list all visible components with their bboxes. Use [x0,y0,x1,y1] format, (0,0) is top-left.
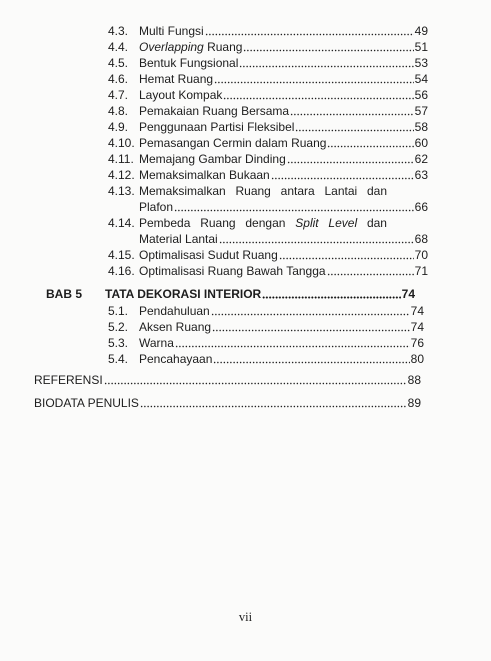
entry-title-line-1 [139,215,387,231]
entry-page-number: 88 [407,373,421,387]
dot-leader [214,71,414,87]
toc-entry-5-3 [108,335,424,351]
entry-number: 4.3. [108,24,129,38]
entry-title-line-2: Material Lantai [139,232,218,246]
entry-title: Optimalisasi Ruang Bawah Tangga [139,264,326,278]
dot-leader [279,247,414,263]
entry-number: 4.15. [108,248,135,262]
entry-page-number: 70 [414,248,428,262]
entry-number: 5.3. [108,336,129,350]
chapter-title: TATA DEKORASI INTERIOR [105,287,262,301]
entry-title: Warna [139,336,174,350]
entry-title [139,39,242,55]
entry-title: Aksen Ruang [139,320,212,334]
entry-number: 5.1. [108,304,129,318]
toc-entry-4-3 [108,23,428,39]
toc-entry-4-12 [108,167,428,183]
entry-page-number: 74 [410,320,424,334]
entry-title: Pencahayaan [139,352,213,366]
entry-title: Memajang Gambar Dinding [139,152,286,166]
entry-number: 5.4. [108,352,129,366]
dot-leader [239,55,413,71]
toc-entry-5-2 [108,319,424,335]
toc-entry-4-4 [108,39,428,55]
dot-leader [211,303,410,319]
entry-number: 4.5. [108,56,129,70]
toc-entry-4-15 [108,247,428,263]
page-folio: vii [238,610,253,624]
entry-page-number: 57 [414,104,428,118]
entry-page-number: 60 [414,136,428,150]
toc-entry-4-5 [108,55,428,71]
toc-entry-4-8 [108,103,428,119]
entry-title: Multi Fungsi [139,24,204,38]
entry-title: Hemat Ruang [139,72,214,86]
entry-number: 4.4. [108,40,129,54]
entry-number: 4.14. [108,216,135,230]
dot-leader [212,319,410,335]
entry-title: Pemakaian Ruang Bersama [139,104,290,118]
entry-page-number: 49 [414,24,428,38]
toc-entry-4-11 [108,151,428,167]
entry-number: 4.8. [108,104,129,118]
toc-entry-4-7 [108,87,428,103]
entry-page-number: 66 [414,200,428,214]
dot-leader [327,263,414,279]
toc-entry-4-10 [108,135,428,151]
entry-page-number: 71 [414,264,428,278]
entry-title: Memaksimalkan Bukaan [139,168,270,182]
entry-title: BIODATA PENULIS [34,396,139,410]
title-italic-term: Overlapping [139,40,204,54]
entry-page-number: 62 [414,152,428,166]
entry-page-number: 80 [410,352,424,366]
entry-title: Pendahuluan [139,304,210,318]
toc-entry-4-14 [108,215,428,247]
dot-leader [287,151,414,167]
toc-entry-5-4 [108,351,424,367]
entry-page-number: 68 [414,232,428,246]
toc-entry-4-16 [108,263,428,279]
dot-leader [174,199,414,215]
entry-page-number: 63 [414,168,428,182]
entry-page-number: 76 [410,336,424,350]
toc-entry-4-13 [108,183,428,215]
title-italic-term: Split Level [295,216,358,230]
dot-leader [243,39,413,55]
chapter-label: BAB 5 [46,287,83,301]
entry-page-number: 51 [414,40,428,54]
toc-entry-4-6 [108,71,428,87]
entry-number: 4.12. [108,168,135,182]
entry-number: 4.6. [108,72,129,86]
dot-leader [223,87,413,103]
dot-leader [140,395,407,411]
dot-leader [290,103,414,119]
toc-entry-4-9 [108,119,428,135]
entry-page-number: 74 [410,304,424,318]
entry-number: 4.9. [108,120,129,134]
dot-leader [175,335,410,351]
entry-page-number: 89 [407,396,421,410]
dot-leader [271,167,414,183]
dot-leader [205,23,414,39]
title-text: dan [366,216,387,230]
entry-title-line-1: Memaksimalkan Ruang antara Lantai dan [139,184,387,198]
title-text: Ruang [207,40,243,54]
entry-number: 4.11. [108,152,134,166]
entry-page-number: 56 [414,88,428,102]
title-text: Pembeda Ruang dengan [139,216,286,230]
entry-title: Penggunaan Partisi Fleksibel [139,120,295,134]
dot-leader [262,286,400,302]
chapter-heading-bab-5 [46,286,415,302]
entry-number: 5.2. [108,320,129,334]
entry-title: Pemasangan Cermin dalam Ruang [139,136,327,150]
entry-title: Bentuk Fungsional [139,56,239,70]
toc-entry-5-1 [108,303,424,319]
dot-leader [295,119,413,135]
entry-title: REFERENSI [34,373,103,387]
entry-page-number: 58 [414,120,428,134]
entry-number: 4.7. [108,88,129,102]
entry-number: 4.13. [108,184,135,198]
entry-title-line-2: Plafon [139,200,174,214]
entry-number: 4.10. [108,136,135,150]
entry-number: 4.16. [108,264,135,278]
dot-leader [219,231,414,247]
entry-page-number: 54 [414,72,428,86]
dot-leader [327,135,413,151]
dot-leader [213,351,409,367]
dot-leader [104,372,407,388]
entry-page-number: 53 [414,56,428,70]
toc-entry-referensi [34,372,421,388]
entry-title: Optimalisasi Sudut Ruang [139,248,278,262]
entry-title: Layout Kompak [139,88,223,102]
chapter-page-number: 74 [401,287,415,301]
toc-entry-biodata-penulis [34,395,421,411]
